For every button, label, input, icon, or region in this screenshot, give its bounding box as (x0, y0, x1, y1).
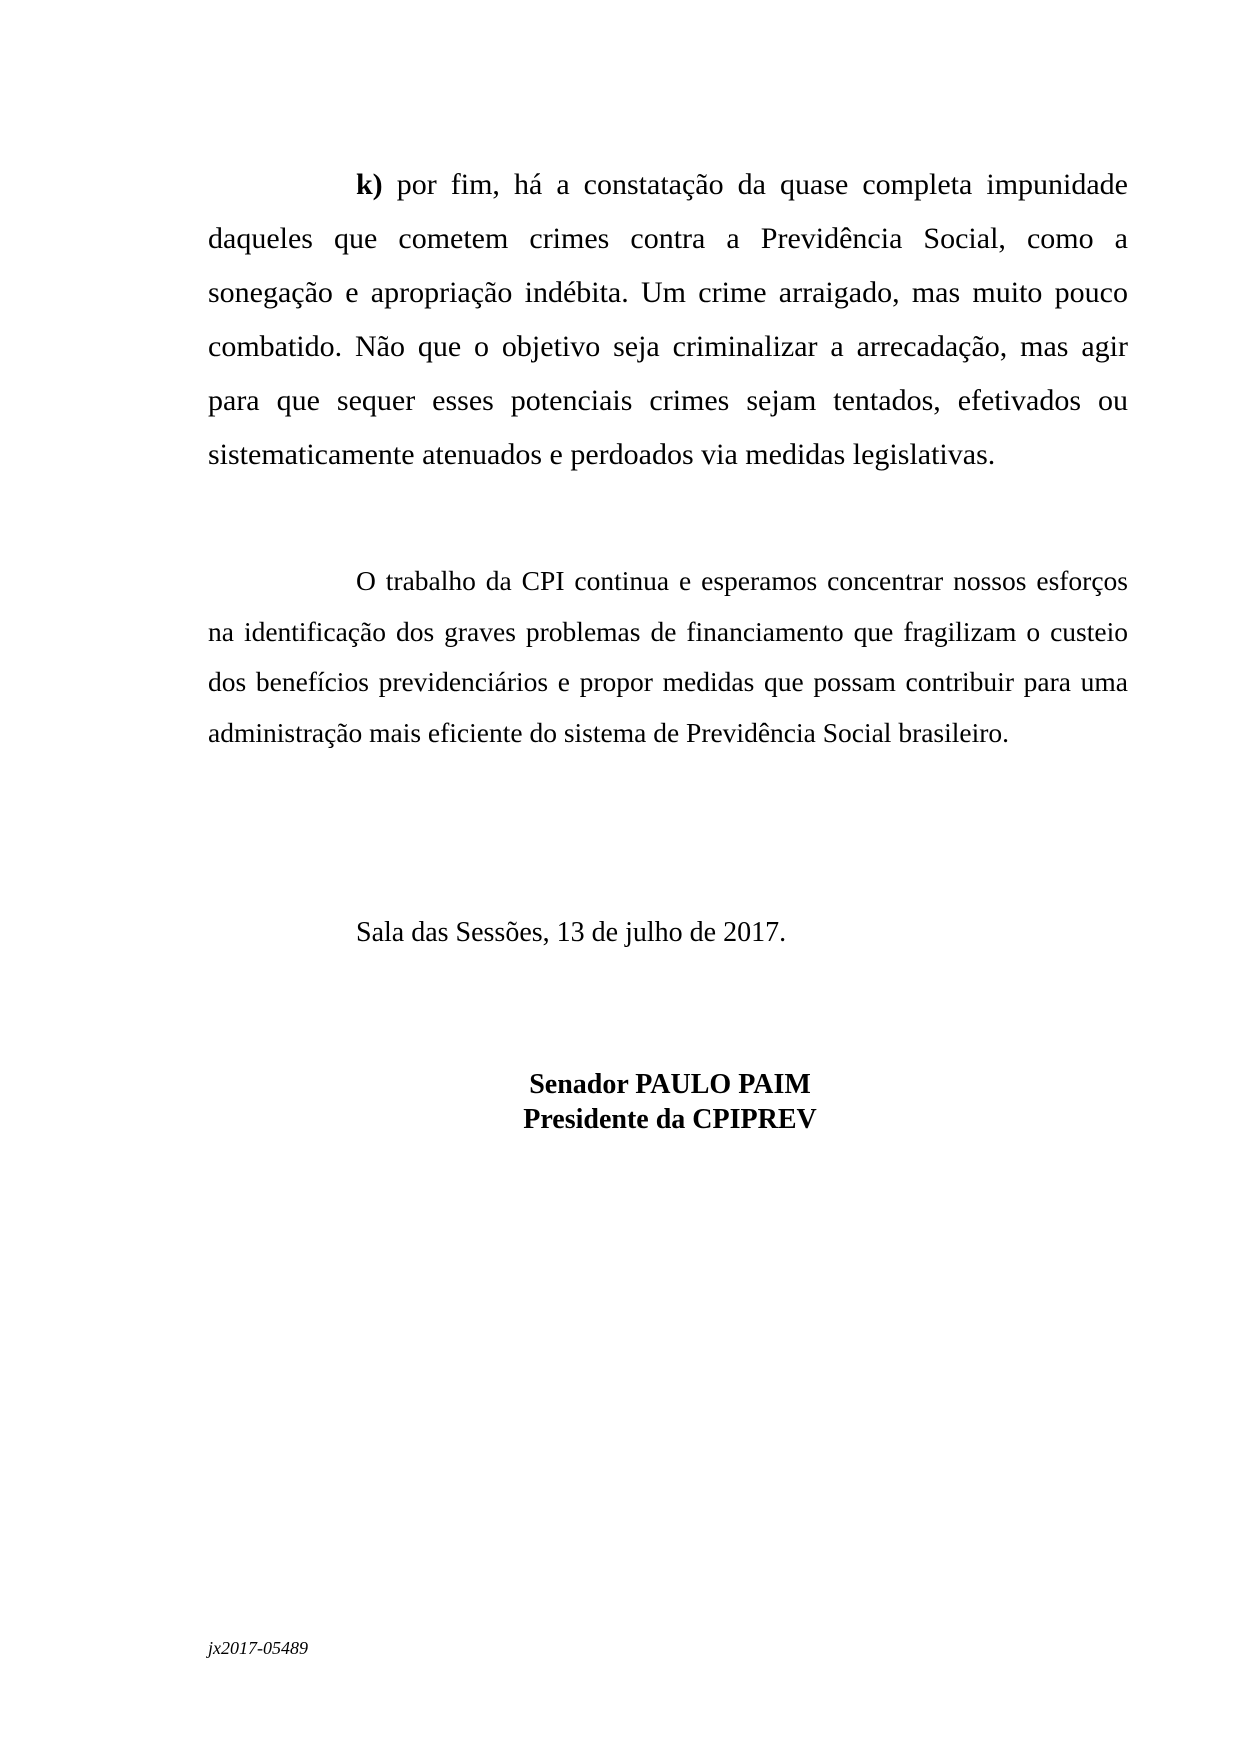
document-code: jx2017-05489 (208, 1638, 308, 1658)
signatory-name: Senador PAULO PAIM (529, 1069, 811, 1100)
paragraph-conclusion: O trabalho da CPI continua e esperamos concentrar nossos esforços na identificação dos graves problemas de financiamento que fragilizam o custeio dos benefícios previdenciários e propor medidas que possam contribuir para uma administração mais eficiente do sistema de Previdência Social brasileiro. (208, 565, 1128, 748)
signature-block (420, 1067, 920, 1137)
place-date: Sala das Sessões, 13 de julho de 2017. (356, 917, 787, 948)
item-letter: k) (356, 168, 383, 201)
signatory-role: Presidente da CPIPREV (523, 1104, 817, 1135)
paragraph-item-k (208, 158, 1128, 482)
item-k-text: por fim, há a constatação da quase completa impunidade daqueles que cometem crimes contra a Previdência Social, como a sonegação e apropriação indébita. Um crime arraigado, mas muito pouco combatido. Não que o objetivo seja criminalizar a arrecadação, mas agir para que sequer esses potenciais crimes sejam tentados, efetivados ou sistematicamente atenuados e perdoados via medidas legislativas. (208, 168, 1128, 471)
